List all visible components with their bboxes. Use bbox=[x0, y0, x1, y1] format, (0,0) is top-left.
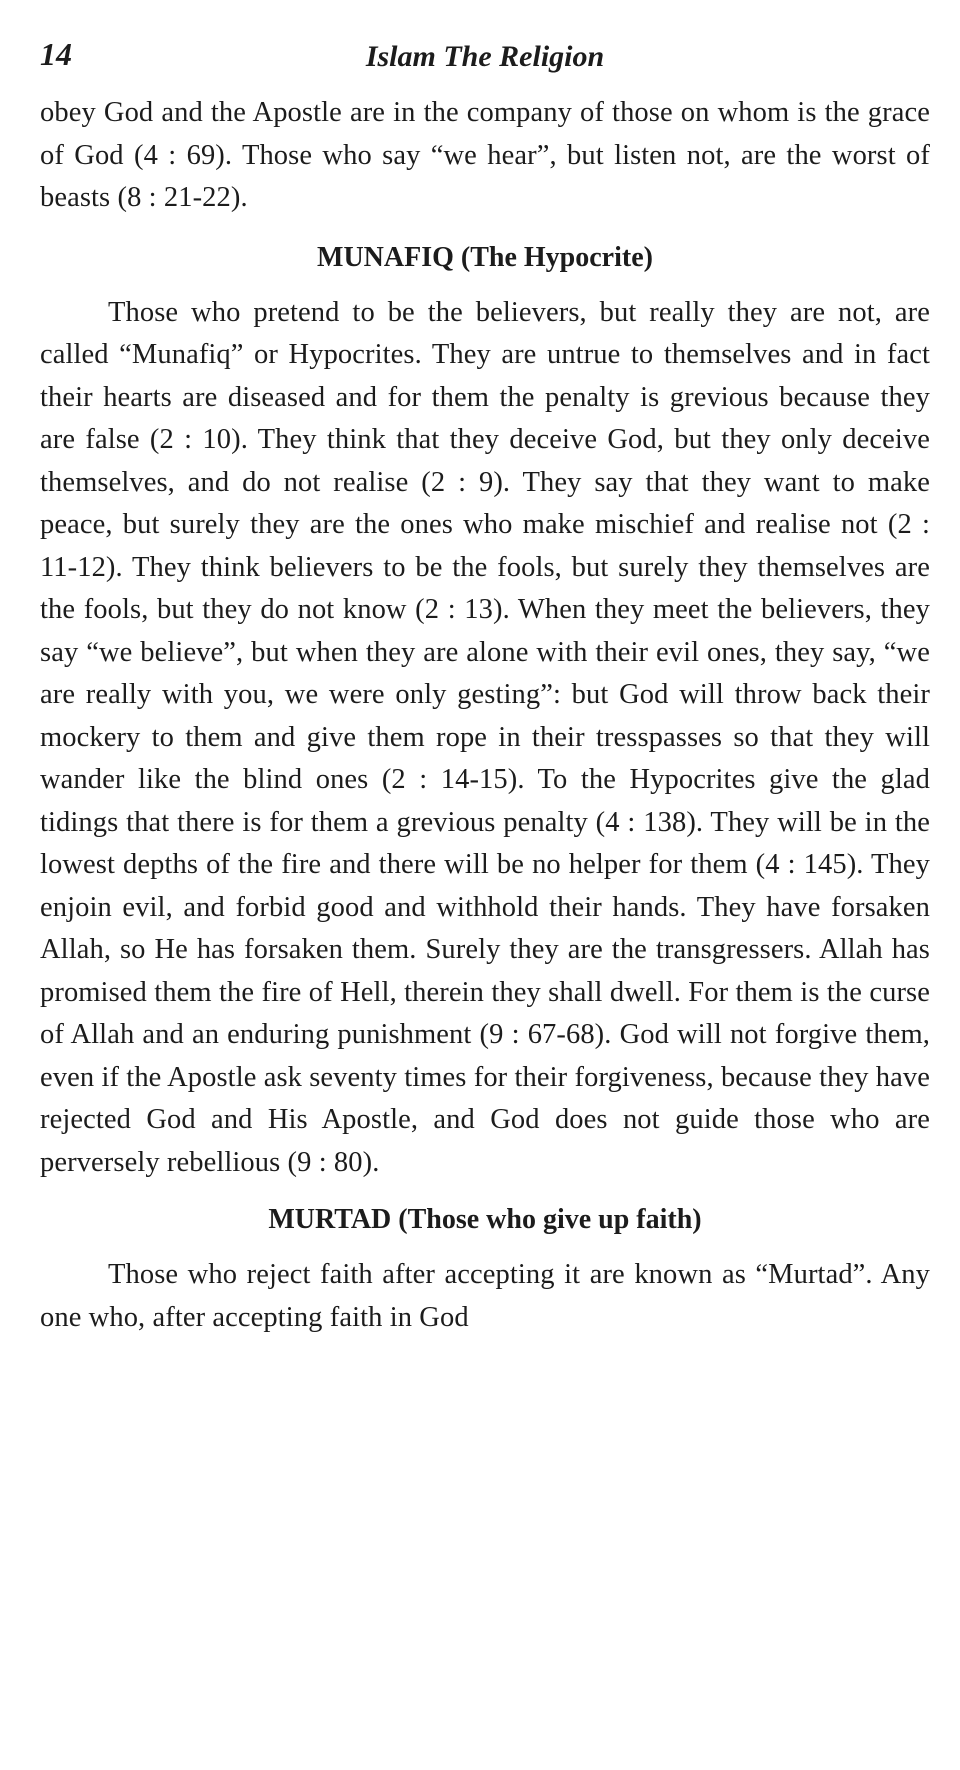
running-head bbox=[40, 30, 930, 92]
book-page bbox=[40, 30, 930, 1750]
intro-paragraph: obey God and the Apostle are in the company of those on whom is the grace of God (4 : 69). Those who say “we hear”, but listen not, are the worst of beasts (8 : 21-22). bbox=[40, 97, 930, 213]
section-heading-murtad: MURTAD (Those who give up faith) bbox=[268, 1204, 702, 1235]
section-heading-munafiq: MUNAFIQ (The Hypocrite) bbox=[317, 241, 653, 273]
running-title: Islam The Religion bbox=[365, 40, 605, 73]
murtad-paragraph: Those who reject faith after accepting it are known as “Murtad”. Any one who, after accepting faith in God bbox=[40, 1259, 930, 1333]
munafiq-paragraph: Those who pretend to be the believers, but really they are not, are called “Munafiq” or Hypocrites. They are untrue to themselves and in fact their hearts are diseased and for them the penalty is grevious because they are false (2 : 10). They think that they deceive God, but they only deceive themselves, and do not realise (2 : 9). They say that they want to make peace, but surely they are the ones who make mischief and realise not (2 : 11-12). They think believers to be the fools, but surely they themselves are the fools, but they do not know (2 : 13). When they meet the believers, they say “we believe”, but when they are alone with their evil ones, they say, “we are really with you, we were only gesting”: but God will throw back their mockery to them and give them rope in their tresspasses so that they will wander like the blind ones (2 : 14-15). To the Hypocrites give the glad tidings that there is for them a grevious penalty (4 : 138). They will be in the lowest depths of the fire and there will be no helper for them (4 : 145). They enjoin evil, and forbid good and withhold their hands. They have forsaken Allah, so He has forsaken them. Surely they are the transgressers. Allah has promised them the fire of Hell, therein they shall dwell. For them is the curse of Allah and an enduring punishment (9 : 67-68). God will not forgive them, even if the Apostle ask seventy times for their forgiveness, because they have rejected God and His Apostle, and God does not guide those who are perversely rebellious (9 : 80). bbox=[40, 296, 930, 1178]
page-number: 14 bbox=[40, 36, 72, 72]
